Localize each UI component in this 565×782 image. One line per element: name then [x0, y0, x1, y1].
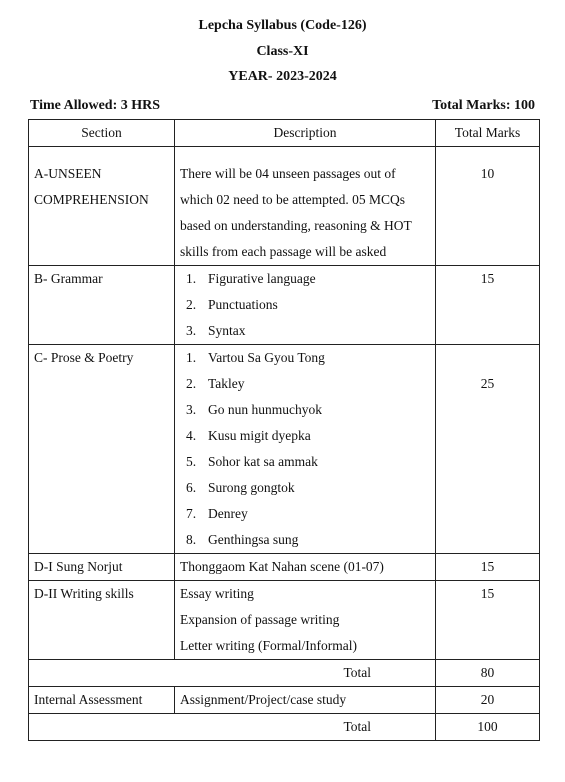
list-item: 2. Takley [186, 376, 245, 391]
marks-cell: 15 [436, 266, 540, 345]
description-cell [175, 581, 436, 660]
list-item: Expansion of passage writing [180, 612, 340, 627]
section-cell: C- Prose & Poetry [29, 345, 175, 554]
syllabus-title: Lepcha Syllabus (Code-126) [198, 18, 367, 33]
marks-cell: 25 [436, 345, 540, 554]
table-spacer-row [29, 147, 540, 162]
section-cell: B- Grammar [29, 266, 175, 345]
marks-cell: 20 [436, 687, 540, 714]
table-row [29, 581, 540, 660]
list-item: 6. Surong gongtok [186, 480, 295, 495]
table-row [29, 266, 540, 345]
section-cell: D-II Writing skills [29, 581, 175, 660]
description-cell [175, 345, 436, 554]
section-cell: A-UNSEEN COMPREHENSION [29, 161, 175, 266]
section-cell: Internal Assessment [29, 687, 175, 714]
description-cell [175, 266, 436, 345]
marks-cell: 15 [436, 554, 540, 581]
class-label: Class-XI [256, 44, 309, 59]
list-item: 5. Sohor kat sa ammak [186, 454, 318, 469]
list-item: 1. Vartou Sa Gyou Tong [186, 350, 325, 365]
header-total-marks: Total Marks [436, 120, 540, 147]
year-label: YEAR- 2023-2024 [228, 69, 337, 84]
list-item: 3. Go nun hunmuchyok [186, 402, 322, 417]
total-marks-label: Total Marks: 100 [432, 98, 535, 113]
total-label: Total [29, 660, 436, 687]
list-item: 3. Syntax [186, 323, 246, 338]
list-item: 1. Figurative language [186, 271, 316, 286]
description-cell: There will be 04 unseen passages out of which 02 need to be attempted. 05 MCQs based on understanding, reasoning & HOT skills from each passage will be asked [175, 161, 436, 266]
table-row [29, 345, 540, 554]
marks-cell: 10 [436, 161, 540, 266]
header-description: Description [175, 120, 436, 147]
list-item: Letter writing (Formal/Informal) [180, 638, 357, 653]
header-section: Section [29, 120, 175, 147]
list-item: Essay writing [180, 586, 254, 601]
section-cell: D-I Sung Norjut [29, 554, 175, 581]
marks-cell: 15 [436, 581, 540, 660]
list-item: 8. Genthingsa sung [186, 532, 299, 547]
list-item: 7. Denrey [186, 506, 248, 521]
grand-total-row [29, 714, 540, 741]
total-marks-value: 80 [436, 660, 540, 687]
table-row [29, 161, 540, 266]
syllabus-table [28, 119, 540, 741]
list-item: 4. Kusu migit dyepka [186, 428, 311, 443]
description-cell: Thonggaom Kat Nahan scene (01-07) [175, 554, 436, 581]
description-cell: Assignment/Project/case study [175, 687, 436, 714]
grand-total-value: 100 [436, 714, 540, 741]
total-row [29, 660, 540, 687]
table-row [29, 554, 540, 581]
grand-total-label: Total [29, 714, 436, 741]
time-allowed: Time Allowed: 3 HRS [30, 98, 161, 113]
table-header-row [29, 120, 540, 147]
table-row [29, 687, 540, 714]
list-item: 2. Punctuations [186, 297, 278, 312]
